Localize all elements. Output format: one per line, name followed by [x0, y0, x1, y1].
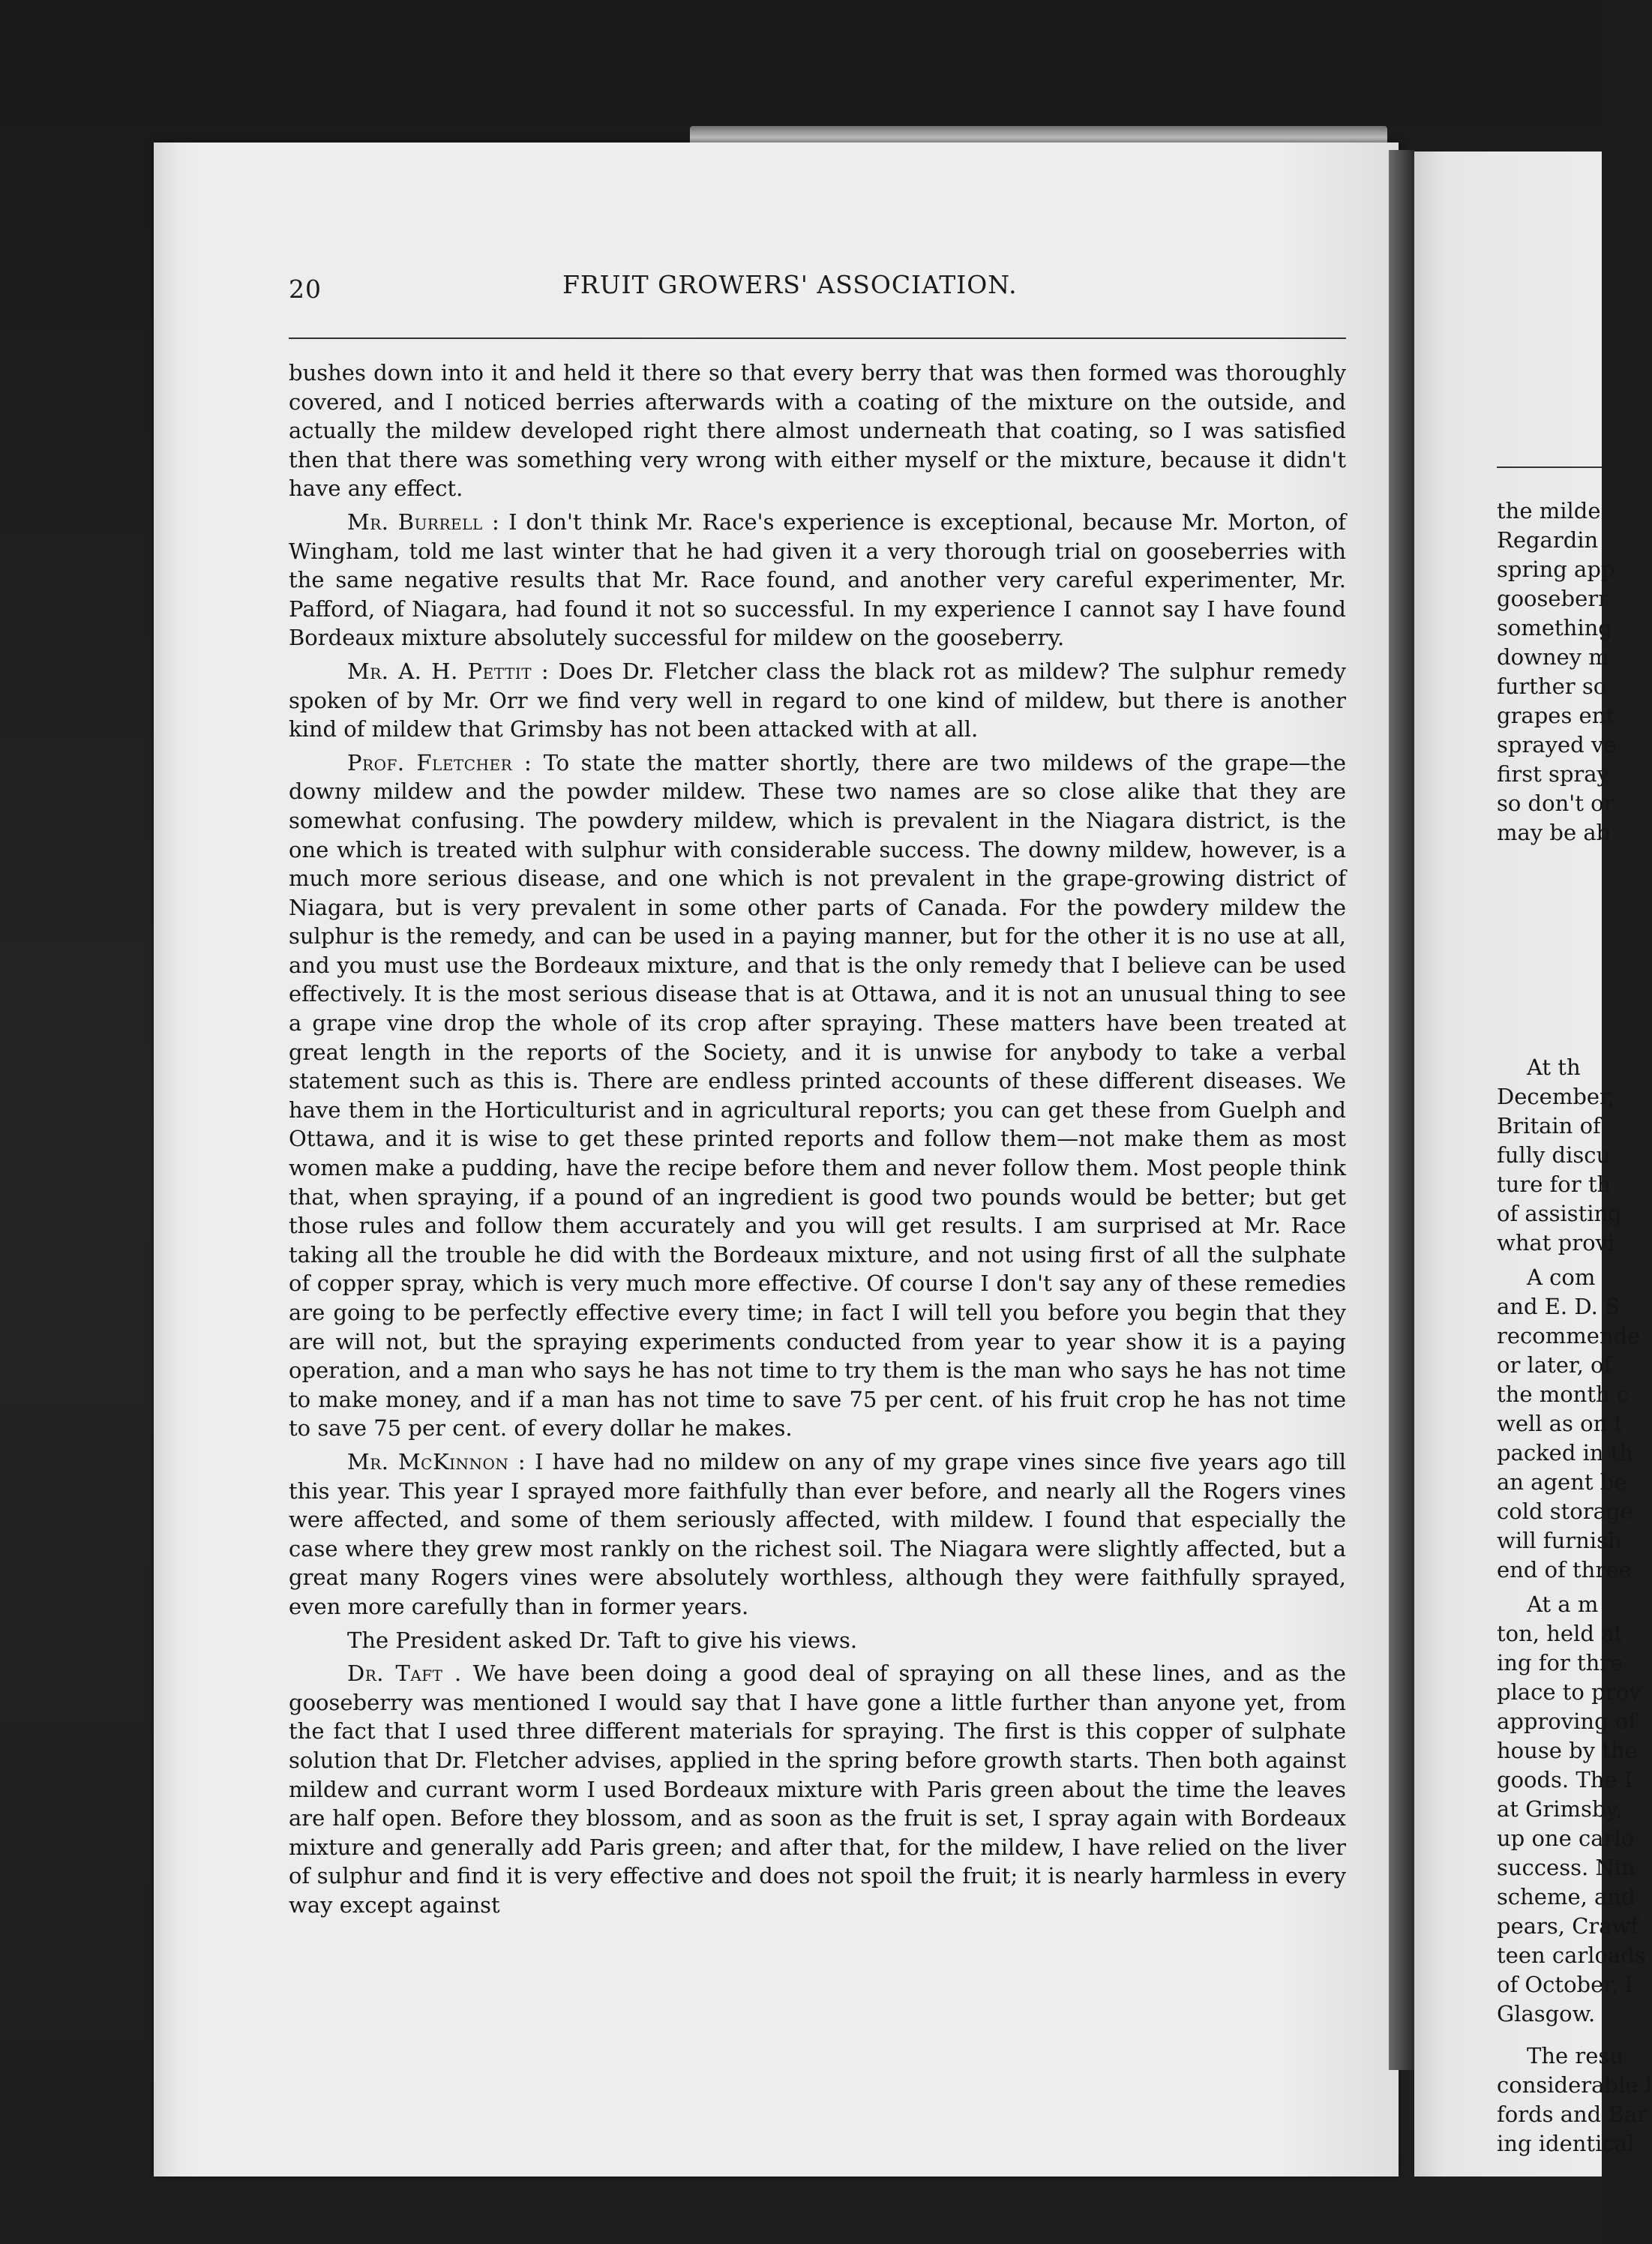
paragraph-text: To state the matter shortly, there are two mildews of the grape—the downy mildew and the powder mildew. These two names are so close alike that they are somewhat confusing. The powdery mildew, which is prevalent in the Niagara district, is the one which is treated with sulphur with considerable success. The downy mildew, however, is a much more serious disease, and one which is not prevalent in the grape-growing district of Niagara, but is very prevalent in some other parts of Canada. For the powdery mildew the sulphur is the remedy, and can be used in a paying manner, but for the other it is no use at all, and you must use the Bordeaux mixture, and that is the only remedy that I believe can be used effectively. It is the most serious disease that is at Ottawa, and it is not an unusual thing to see a grape vine drop the whole of its crop after spraying. These matters have been treated at great length in the reports of the Society, and it is unwise for anybody to take a verbal statement such as this is. There are endless printed accounts of these different diseases. We have them in the Horticulturist and in agricultural reports; you can get these from Guelph and Ottawa, and it is wise to get these printed reports and follow them—not make them as most women make a pudding, have the recipe before them and never follow them. Most people think that, when spraying, if a pound of an ingredient is good two pounds would be better; but get those rules and follow them accurately and you will get results. I am surprised at Mr. Race taking all the trouble he did with the Bordeaux mixture, and not using first of all the sulphate of copper spray, which is very much more effective. Of course I don't say any of these remedies are going to be perfectly effective every time; in fact I will tell you before you begin that they are will not, but the spraying experiments conducted from year to year show it is a paying operation, and a man who says he has not time to try them is the man who says he has not time to make money, and if a man has not time to save 75 per cent. of his fruit crop he has not time to save 75 per cent. of every dollar he makes.	[289, 749, 1347, 1442]
right-page-line: the milde	[1497, 498, 1601, 524]
right-page-line: scheme, and	[1497, 1884, 1636, 1910]
right-page-line: considerable l	[1497, 2072, 1652, 2098]
header-rule	[289, 338, 1346, 339]
speaker-name: Mr. McKinnon :	[347, 1448, 526, 1474]
right-page-line: will furnish	[1497, 1528, 1622, 1553]
running-head	[289, 270, 1346, 315]
speaker-name: Dr. Taft .	[347, 1660, 462, 1687]
right-page-line: the month c	[1497, 1382, 1630, 1407]
right-page-line: may be ab	[1497, 820, 1611, 845]
right-page-line: ing identical	[1497, 2131, 1635, 2156]
right-page-line: pears, Crawf	[1497, 1913, 1639, 1939]
paragraph-text: Does Dr. Fletcher class the black rot as mildew? The sulphur remedy spoken of by Mr. Orr we find very well in regard to one kind of mildew, but there is another kind of mildew that Grimsby has not been attacked with at all.	[289, 658, 1347, 742]
right-page-line: success. Nin	[1497, 1855, 1636, 1880]
right-page-line: of October, l	[1497, 1972, 1633, 1997]
right-page-line: spring app	[1497, 556, 1615, 582]
right-page	[1414, 152, 1652, 2176]
paragraph-text: We have been doing a good deal of spraying on all these lines, and as the gooseberry was mentioned I would say that I have gone a little further than anyone yet, from the fact that I used three different materials for spraying. The first is this copper of sulphate solution that Dr. Fletcher advises, applied in the spring before growth starts. Then both against mildew and currant worm I used Bordeaux mixture with Paris green about the time the leaves are half open. Before they blossom, and as soon as the fruit is set, I spray again with Bordeaux mixture and generally add Paris green; and after that, for the mildew, I have relied on the liver of sulphur and find it is very effective and does not spoil the fruit; it is nearly harmless in every way except against	[289, 1660, 1347, 1918]
right-page-line: ton, held at	[1497, 1621, 1624, 1646]
right-page-line: first spray	[1497, 761, 1609, 787]
right-page-line: goods. The I	[1497, 1767, 1633, 1792]
running-title: FRUIT GROWERS' ASSOCIATION.	[562, 270, 1018, 299]
right-page-line: so don't or	[1497, 790, 1615, 816]
right-page-line: teen carloads	[1497, 1942, 1646, 1968]
right-page-line: packed in th	[1497, 1440, 1634, 1466]
right-page-line: at Grimsby,	[1497, 1796, 1623, 1822]
right-page-line: fully discu	[1497, 1142, 1611, 1168]
right-page-line: ing for thre	[1497, 1650, 1624, 1676]
right-page-line: further so	[1497, 674, 1607, 699]
right-page-line: At th	[1527, 1054, 1581, 1080]
right-page-line: Glasgow.	[1497, 2001, 1596, 2026]
paragraph	[289, 1659, 1346, 1919]
paragraph	[289, 508, 1346, 652]
body-text	[289, 358, 1346, 1924]
paragraph-text: I don't think Mr. Race's experience is exceptional, because Mr. Morton, of Wingham, told me last winter that he had given it a very thorough trial on gooseberries with the same negative results that Mr. Race found, and another very careful experimenter, Mr. Pafford, of Niagara, had found it not so successful. In my experience I cannot say I have found Bordeaux mixture absolutely successful for mildew on the gooseberry.	[289, 508, 1347, 651]
right-page-line: house by the	[1497, 1738, 1638, 1763]
right-page-line: approving of	[1497, 1708, 1637, 1734]
right-page-line: fords and Bar	[1497, 2102, 1648, 2127]
speaker-name: Mr. A. H. Pettit :	[347, 658, 550, 684]
right-page-line: ture for th	[1497, 1172, 1612, 1197]
speaker-name: Prof. Fletcher :	[347, 749, 532, 776]
right-page-line: and E. D. S	[1497, 1294, 1620, 1319]
right-page-line: cold storage	[1497, 1498, 1633, 1524]
paragraph	[289, 1448, 1346, 1622]
right-page-line: end of three	[1497, 1557, 1632, 1582]
speaker-name: Mr. Burrell :	[347, 508, 500, 535]
paragraph-text: The President asked Dr. Taft to give his views.	[347, 1627, 858, 1653]
right-page-line: of assisting	[1497, 1201, 1622, 1226]
right-page-line: something	[1497, 615, 1612, 640]
paragraph	[289, 657, 1346, 744]
right-page-line: up one carlo	[1497, 1826, 1635, 1851]
right-page-line: A com	[1527, 1264, 1596, 1290]
right-page-line: place to prov	[1497, 1679, 1642, 1705]
right-page-line: downey m	[1497, 644, 1609, 670]
right-page-line: recommende	[1497, 1323, 1641, 1348]
right-page-line: December,	[1497, 1084, 1615, 1109]
book-spine	[1389, 150, 1414, 2070]
right-page-line: grapes ent	[1497, 703, 1615, 728]
paragraph	[289, 1626, 1346, 1655]
right-page-line: At a m	[1527, 1592, 1599, 1617]
right-page-line: or later, of	[1497, 1352, 1612, 1378]
right-page-line: Britain of	[1497, 1113, 1601, 1138]
right-page-line: an agent be	[1497, 1469, 1627, 1495]
page-number: 20	[289, 274, 322, 304]
paragraph	[289, 358, 1346, 503]
right-page-line: well as on t	[1497, 1411, 1624, 1436]
right-page-line: gooseberr	[1497, 586, 1609, 611]
paragraph-text: bushes down into it and held it there so that every berry that was then formed was thoroughly covered, and I noticed berries afterwards with a coating of the mixture on the outside, and actually the mildew developed right there almost underneath that coating, so I was satisfied then that there was something very wrong with either myself or the mixture, because it didn't have any effect.	[289, 360, 1346, 502]
right-page-line: what provi	[1497, 1230, 1615, 1256]
right-page-line: The resu	[1527, 2043, 1624, 2068]
right-page-line: sprayed ve	[1497, 732, 1617, 758]
right-page-rule	[1497, 466, 1602, 468]
paragraph-text: I have had no mildew on any of my grape vines since five years ago till this year. This year I sprayed more faithfully than ever before, and nearly all the Rogers vines were affected, and some of them seriously affected, with mildew. I found that especially the case where they grew most rankly on the richest soil. The Niagara were slightly affected, but a great many Rogers vines were absolutely worthless, although they were faithfully sprayed, even more carefully than in former years.	[289, 1448, 1347, 1619]
paragraph	[289, 748, 1346, 1443]
right-page-line: Regardin	[1497, 527, 1599, 553]
